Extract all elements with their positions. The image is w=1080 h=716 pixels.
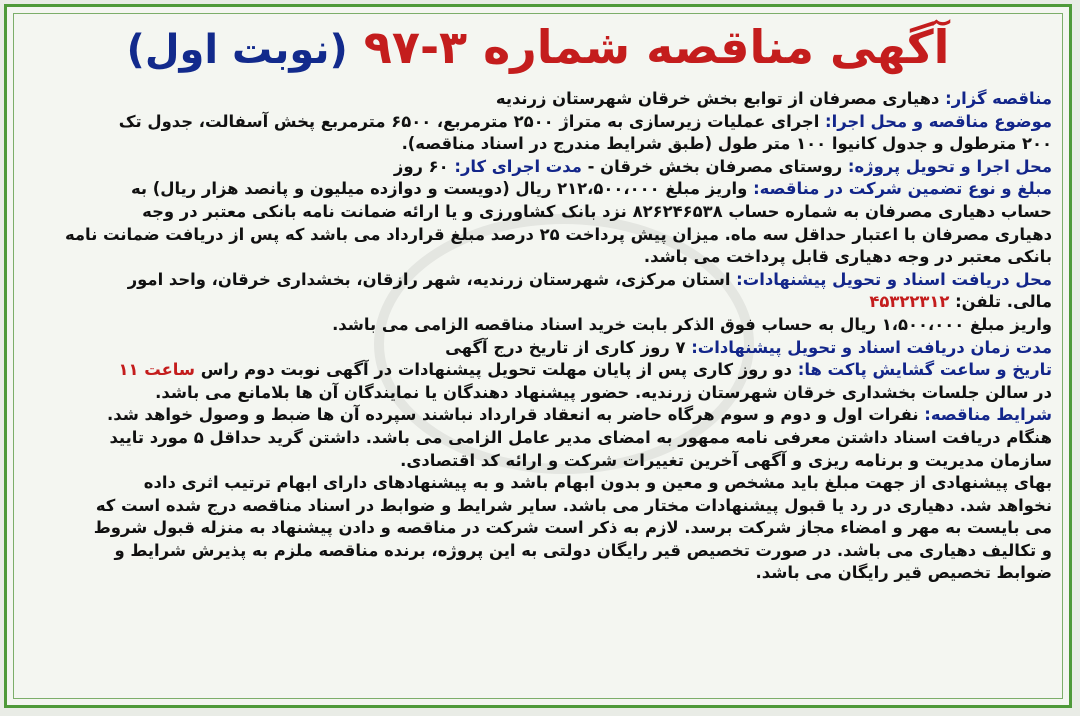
notice-title: [14, 16, 1062, 78]
notice-line: [24, 382, 1052, 405]
title-round: (نوبت اول): [126, 27, 348, 73]
notice-line: [24, 404, 1052, 427]
notice-line: [24, 88, 1052, 111]
notice-line: [24, 540, 1052, 563]
line-label: شرایط مناقصه:: [924, 405, 1052, 425]
line-text: اجرای عملیات زیرسازی به متراژ ۲۵۰۰ مترمربع، ۶۵۰۰ مترمربع پخش آسفالت، جدول تک: [118, 111, 826, 131]
line-text: در سالن جلسات بخشداری خرقان شهرستان زرندیه. حضور پیشنهاد دهندگان یا نمایندگان آن ها بلامانع می باشد.: [155, 382, 1052, 402]
notice-line: [24, 495, 1052, 518]
notice-line: [24, 224, 1052, 247]
line-text: مالی. تلفن:: [949, 292, 1052, 312]
line-text: حساب دهیاری مصرفان به شماره حساب ۸۲۶۲۴۶۵۳۸ نزد بانک کشاورزی و یا ارائه ضمانت نامه بانکی معتبر در وجه: [142, 201, 1052, 221]
line-text: استان مرکزی، شهرستان زرندیه، شهر رازقان، بخشداری خرقان، واحد امور: [127, 269, 737, 289]
line-text: نفرات اول و دوم و سوم هرگاه حاضر به انعقاد قرارداد نباشند سپرده آن ها ضبط و وصول خواهد شد.: [107, 405, 925, 425]
line-label: مبلغ و نوع تضمین شرکت در مناقصه:: [753, 179, 1052, 199]
notice-line: [24, 201, 1052, 224]
notice-line: [24, 427, 1052, 450]
title-main: آگهی مناقصه شماره ۳-۹۷: [363, 20, 950, 74]
notice-line: [24, 337, 1052, 360]
highlight-text: ۴۵۳۲۲۳۱۲: [869, 292, 950, 312]
line-text: دهیاری مصرفان از توابع بخش خرقان شهرستان زرندیه: [495, 89, 946, 108]
line-text: واریز مبلغ ۲۱۲،۵۰۰،۰۰۰ ریال (دویست و دوازده میلیون و پانصد هزار ریال) به: [130, 179, 754, 199]
notice-line: [24, 246, 1052, 269]
line-text: بهای پیشنهادی از جهت مبلغ باید مشخص و معین و بدون ابهام باشد و به پیشنهادهای دارای ابهام ترتیب اثری داده: [143, 473, 1052, 493]
line-text: سازمان مدیریت و برنامه ریزی و آگهی آخرین تغییرات شرکت و ارائه کد اقتصادی.: [400, 450, 1052, 470]
notice-frame: [4, 4, 1072, 708]
line-text: دو روز کاری پس از پایان مهلت تحویل پیشنهادات در آگهی نوبت دوم راس: [195, 360, 798, 380]
notice-inner-border: [13, 13, 1063, 699]
notice-line: [24, 517, 1052, 540]
line-label: موضوع مناقصه و محل اجرا:: [825, 111, 1052, 131]
line-label: تاریخ و ساعت گشایش پاکت ها:: [797, 360, 1052, 380]
line-label: مدت اجرای کار:: [454, 156, 582, 176]
highlight-text: ساعت ۱۱: [118, 360, 196, 380]
line-text: روستای مصرفان بخش خرقان -: [581, 156, 848, 176]
line-text: ۷ روز کاری از تاریخ درج آگهی: [445, 337, 692, 357]
line-text: و تکالیف دهیاری می باشد. در صورت تخصیص قیر رایگان دولتی به این پروژه، برنده مناقصه ملزم به پذیرش شرایط و: [114, 540, 1052, 560]
line-text: بانکی معتبر در وجه دهیاری قابل پرداخت می باشد.: [643, 247, 1052, 267]
notice-line: [24, 314, 1052, 337]
notice-line: [24, 269, 1052, 292]
notice-line: [24, 178, 1052, 201]
line-text: واریز مبلغ ۱،۵۰۰،۰۰۰ ریال به حساب فوق الذکر بابت خرید اسناد مناقصه الزامی می باشد.: [332, 314, 1052, 334]
line-text: ضوابط تخصیص قیر رایگان می باشد.: [755, 563, 1052, 583]
line-text: هنگام دریافت اسناد داشتن معرفی نامه ممهور به امضای مدیر عامل الزامی می باشد. داشتن گرید حداقل ۵ مورد تایید: [109, 427, 1052, 447]
line-label: مدت زمان دریافت اسناد و تحویل پیشنهادات:: [691, 337, 1052, 357]
notice-line: [24, 359, 1052, 382]
notice-line: [24, 133, 1052, 156]
notice-line: [24, 156, 1052, 179]
line-text: دهیاری مصرفان با اعتبار حداقل سه ماه. میزان پیش پرداخت ۲۵ درصد مبلغ قرارداد می باشد که پس از دریافت ضمانت نامه: [64, 224, 1052, 244]
notice-line: [24, 111, 1052, 134]
line-text: ۲۰۰ مترطول و جدول کانیوا ۱۰۰ متر طول (طبق شرایط مندرج در اسناد مناقصه).: [401, 134, 1052, 154]
notice-body: [24, 88, 1052, 694]
line-label: مناقصه گزار:: [945, 89, 1052, 108]
notice-line: [24, 291, 1052, 314]
line-text: نخواهد شد. دهیاری در رد یا قبول پیشنهادات مختار می باشد. سایر شرایط و ضوابط در اسناد مناقصه درج شده است که: [95, 495, 1052, 515]
line-text: می بایست به مهر و امضاء مجاز شرکت برسد. لازم به ذکر است شرکت در مناقصه و دادن پیشنهاد به منزله قبول شروط: [93, 518, 1052, 538]
line-text: ۶۰ روز: [393, 156, 455, 176]
notice-line: [24, 450, 1052, 473]
notice-line: [24, 562, 1052, 585]
notice-line: [24, 472, 1052, 495]
line-label: محل اجرا و تحویل پروژه:: [847, 156, 1052, 176]
line-label: محل دریافت اسناد و تحویل پیشنهادات:: [736, 269, 1052, 289]
